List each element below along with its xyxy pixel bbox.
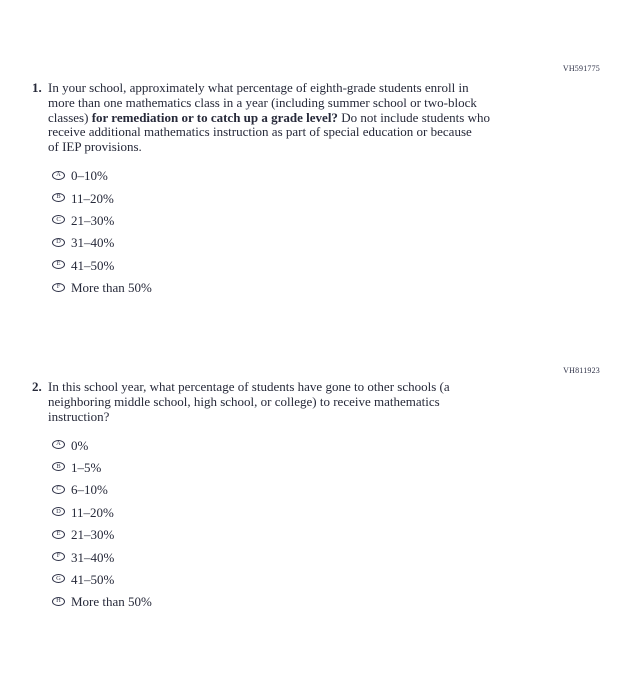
answer-bubble-icon[interactable]: E [52,530,65,539]
question-1-line-2: more than one mathematics class in a year (including summer school or two-block [48,94,477,110]
question-2-options [48,433,588,612]
question-1-accession-code: VH591775 [562,64,600,73]
option-label: 31–40% [71,549,115,565]
question-2-number: 2. [32,379,42,394]
question-1-option-a[interactable] [52,164,588,186]
question-2-text [48,380,588,424]
option-label: 11–20% [71,190,114,206]
answer-bubble-icon[interactable]: F [52,552,65,561]
question-2-option-e[interactable] [52,523,588,545]
question-1-option-d[interactable] [52,231,588,253]
question-1-line-5: of IEP provisions. [48,139,142,155]
question-2-option-c[interactable] [52,478,588,500]
question-1-line-4: receive additional mathematics instruction as part of special education or because [48,124,472,140]
option-label: 21–30% [71,527,115,543]
option-label: 11–20% [71,504,114,520]
answer-bubble-icon[interactable]: D [52,507,65,516]
option-label: 41–50% [71,571,115,587]
answer-bubble-icon[interactable]: A [52,171,65,180]
question-2-option-a[interactable] [52,433,588,455]
question-2-option-h[interactable] [52,590,588,612]
question-1-option-e[interactable] [52,254,588,276]
question-1-option-c[interactable] [52,209,588,231]
question-1-line-1: In your school, approximately what percentage of eighth-grade students enroll in [48,80,469,95]
question-2-line-1: In this school year, what percentage of students have gone to other schools (a [48,379,450,394]
option-label: 21–30% [71,212,115,228]
question-1-option-f[interactable] [52,276,588,298]
question-2-option-g[interactable] [52,568,588,590]
question-2-line-2: neighboring middle school, high school, or college) to receive mathematics [48,393,440,409]
question-2-option-b[interactable] [52,456,588,478]
option-label: 41–50% [71,257,115,273]
answer-bubble-icon[interactable]: A [52,440,65,449]
question-1-line-3 [48,111,588,126]
option-label: 31–40% [71,235,115,251]
option-label: 0% [71,437,89,453]
option-label: More than 50% [71,594,152,610]
question-1-options [48,164,588,298]
answer-bubble-icon[interactable]: B [52,462,65,471]
option-label: 1–5% [71,459,102,475]
question-2-accession-code: VH811923 [563,366,600,375]
answer-bubble-icon[interactable]: E [52,260,65,269]
answer-bubble-icon[interactable]: C [52,485,65,494]
answer-bubble-icon[interactable]: H [52,597,65,606]
question-2 [32,380,588,613]
option-label: 0–10% [71,168,108,184]
answer-bubble-icon[interactable]: C [52,215,65,224]
answer-bubble-icon[interactable]: D [52,238,65,247]
question-1-line-3-post: Do not include students who [337,109,490,125]
question-2-option-f[interactable] [52,545,588,567]
question-2-line-3: instruction? [48,408,110,424]
question-2-option-d[interactable] [52,501,588,523]
question-1-number: 1. [32,80,42,95]
answer-bubble-icon[interactable]: G [52,574,65,583]
answer-bubble-icon[interactable]: B [52,193,65,202]
question-1-text [48,81,588,155]
option-label: 6–10% [71,482,108,498]
question-1 [32,81,588,298]
question-1-line-3-pre: classes) [48,109,92,125]
option-label: More than 50% [71,280,152,296]
answer-bubble-icon[interactable]: F [52,283,65,292]
question-1-line-3-bold: for remediation or to catch up a grade level? [91,109,338,125]
question-1-option-b[interactable] [52,186,588,208]
